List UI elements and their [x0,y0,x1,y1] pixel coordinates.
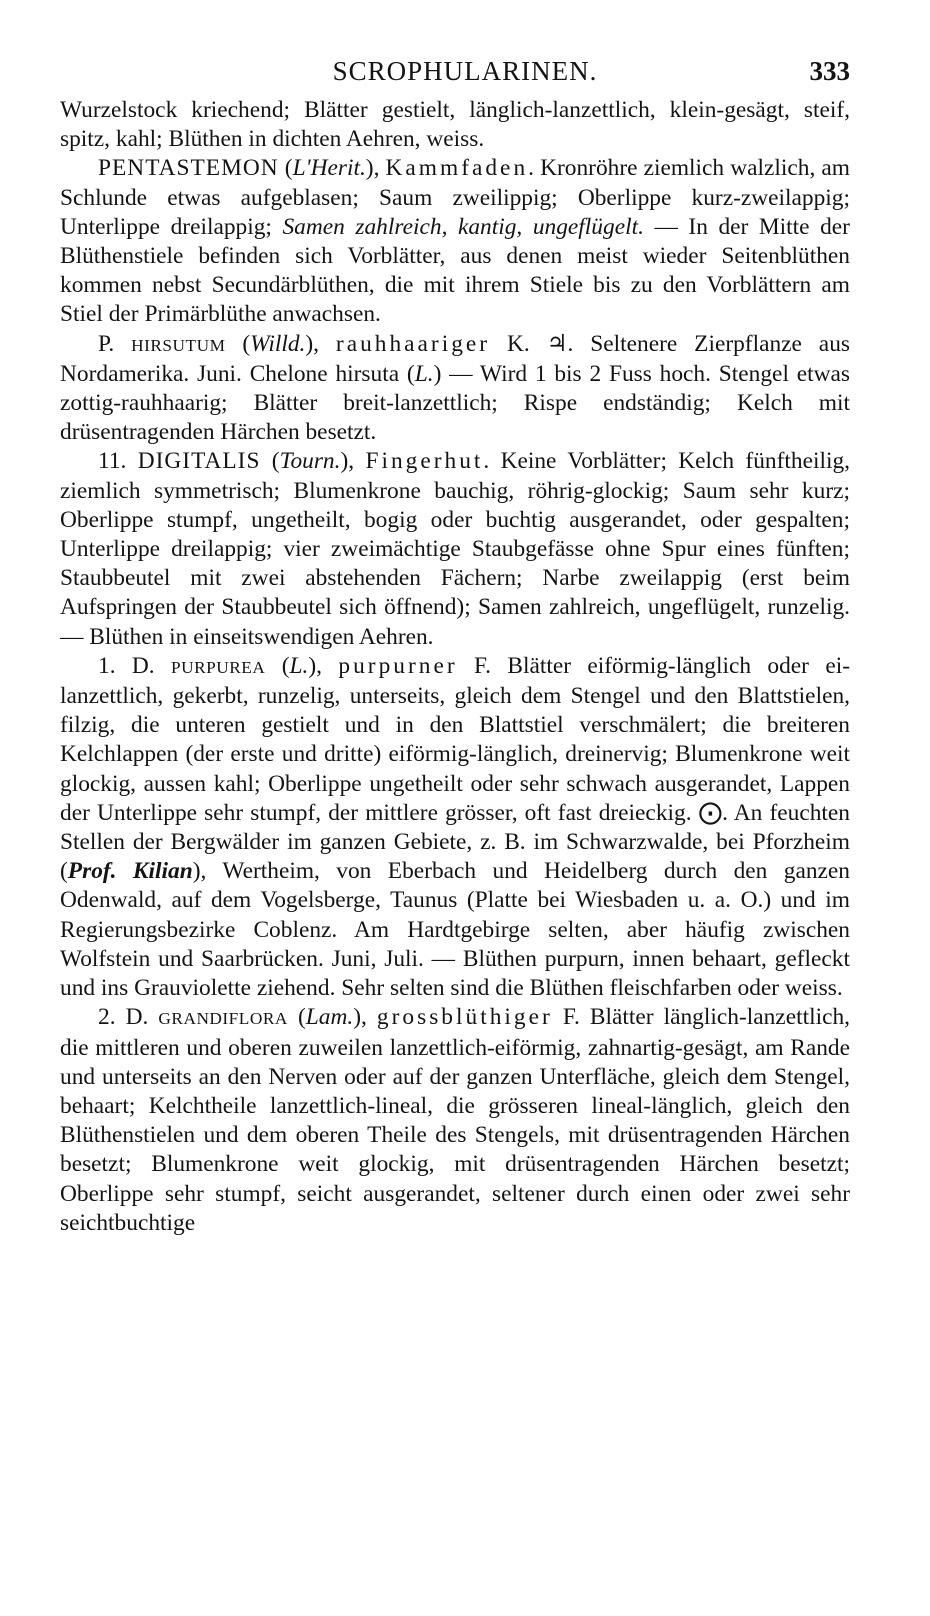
author-citation: L'Herit. [292,155,366,182]
author-citation: L. [289,652,309,679]
common-name: Kammfaden [385,155,529,182]
author-citation: Tourn. [279,448,341,475]
paragraph-d-purpurea: 1. D. PURPUREA (L.), purpurner F. Blätter eiförmig-länglich oder ei-lanzettlich, gekerbt, runzelig, unterseits, gleich dem Stengel und den Blattstielen, filzig, die unteren gestielt und in den Blattstiel verschmälert; die breiteren Kelchlappen (der erste und dritte) eiförmig-länglich, dreinervig; Blumenkrone weit glockig, aussen kahl; Oberlippe ungetheilt oder sehr schwach ausgerandet, Lappen der Unterlippe sehr stumpf, der mittlere grösser, oft fast dreieckig. ⨀. An feuchten Stellen der Bergwälder im ganzen Gebiete, z. B. im Schwarzwalde, bei Pforzheim (Prof. Kilian), Wertheim, von Eberbach und Heidelberg durch den ganzen Odenwald, auf dem Vogelsberge, Taunus (Platte bei Wiesbaden u. a. O.) und im Regierungsbezirke Coblenz. Am Hardtgebirge selten, aber häufig zwischen Wolfstein und Saarbrücken. Juni, Juli. — Blüthen purpurn, innen behaart, gefleckt und ins Grauviolette ziehend. Sehr selten sind die Blüthen fleischfarben oder weiss. [60,652,851,1002]
species-name: HIRSUTUM [131,335,226,355]
common-name: grossblüthiger [376,1004,553,1031]
paragraph-digitalis: 11. DIGITALIS (Tourn.), Fingerhut. Keine Vorblätter; Kelch fünftheilig, ziemlich symmetrisch; Blumenkrone bauchig, röhrig-glockig; Saum sehr kurz; Oberlippe stumpf, ungetheilt, bogig oder buchtig ausgerandet, oder gespalten; Unterlippe dreilappig; vier zweimächtige Staubgefässe ohne Spur eines fünften; Staubbeutel mit zwei abstehenden Fächern; Narbe zweilappig (erst beim Aufspringen der Staubbeutel sich öffnend); Samen zahlreich, ungeflügelt, runzelig. — Blüthen in einseitswendigen Aehren. [60,448,851,650]
species-name: PURPUREA [171,657,266,677]
common-name: rauhhaariger [335,330,491,357]
genus-name: PENTASTEMON [98,155,279,182]
common-name: purpurner [338,652,458,679]
running-title: SCROPHULARINEN. [332,56,598,86]
genus-name: DIGITALIS [137,448,261,475]
body-text [60,96,850,1238]
species-number: 2. D. [98,1004,159,1031]
person-name: Prof. Kilian [67,858,193,885]
common-name: Fingerhut [365,448,484,475]
page-number: 333 [809,56,850,86]
genus-abbreviation: P. [98,330,132,357]
species-number: 1. D. [98,652,172,679]
author-citation: Willd. [250,330,306,357]
italic-phrase: Samen zahlreich, kantig, ungeflügelt. [282,213,644,240]
paragraph-pentastemon: PENTASTEMON (L'Herit.), Kammfaden. Kronröhre ziemlich walzlich, am Schlunde etwas aufgeblasen; Saum zweilippig; Oberlippe kurz-zweilappig; Unterlippe dreilappig; Samen zahlreich, kantig, ungeflügelt. — In der Mitte der Blüthenstiele befinden sich Vorblätter, aus denen meist wieder Seitenblüthen kommen nebst Secundärblüthen, die mit ihrem Stiele bis zu den Vorblättern am Stiel der Primärblüthe anwachsen. [60,155,850,328]
book-page [60,56,850,1238]
page-header [60,56,850,96]
paragraph-continuation [60,96,850,154]
paragraph-p-hirsutum: P. HIRSUTUM (Willd.), rauhhaariger K. ♃. Seltenere Zierpflanze aus Nordamerika. Juni. Chelone hirsuta (L.) — Wird 1 bis 2 Fuss hoch. Stengel etwas zottig-rauhhaarig; Blätter breit-lanzettlich; Rispe endständig; Kelch mit drüsentragenden Härchen besetzt. [60,330,851,446]
paragraph-d-grandiflora: 2. D. GRANDIFLORA (Lam.), grossblüthiger F. Blätter länglich-lanzettlich, die mittleren und oberen zuweilen lanzettlich-eiförmig, zahnartig-gesägt, am Rande und unterseits an den Nerven oder auf der ganzen Unterfläche, gleich dem Stengel, behaart; Kelchtheile lanzettlich-lineal, die grösseren lineal-länglich, gleich den Blüthenstielen und dem oberen Theile des Stengels, mit drüsentragenden Härchen besetzt; Blumenkrone weit glockig, mit drüsentragenden Härchen besetzt; Oberlippe sehr stumpf, seicht ausgerandet, seltener durch einen oder zwei sehr seichtbuchtige [60,1004,850,1236]
paragraph-text: Wurzelstock kriechend; Blätter gestielt, länglich-lanzettlich, klein-gesägt, steif, spitz, kahl; Blüthen in dichten Aehren, weiss. [60,97,850,153]
genus-number: 11. [98,448,138,475]
author-citation: L. [414,360,434,387]
species-name: GRANDIFLORA [158,1009,288,1029]
author-citation: Lam. [305,1004,354,1031]
